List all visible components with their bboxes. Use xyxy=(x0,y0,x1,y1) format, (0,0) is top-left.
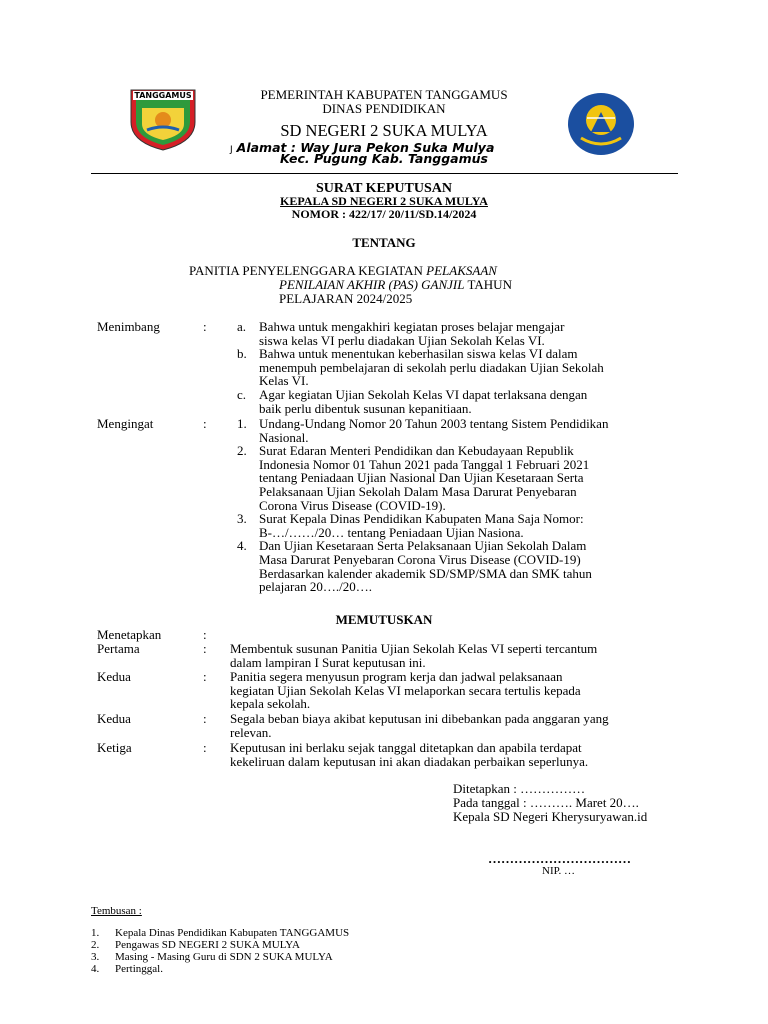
list-item-line: Masa Darurat Penyebaran Corona Virus Disease (COVID-19) xyxy=(259,551,581,567)
mengingat-list xyxy=(237,417,608,594)
kepala-line: Kepala SD Negeri Kherysuryawan.id xyxy=(453,809,648,824)
list-item-line: Nasional. xyxy=(259,429,309,445)
list-item xyxy=(237,417,608,444)
tentang-heading: TENTANG xyxy=(352,235,416,250)
list-item-line: siswa kelas VI perlu diadakan Ujian Sekolah Kelas VI. xyxy=(259,332,545,348)
mengingat-colon: : xyxy=(203,416,207,431)
decision-label: Ketiga xyxy=(97,740,132,755)
list-item-line: Surat Kepala Dinas Pendidikan Kabupaten Mana Saja Nomor: xyxy=(259,511,584,527)
address-prefix: J xyxy=(230,145,233,155)
pada-tanggal-line: Pada tanggal : ………. Maret 20…. xyxy=(453,795,639,810)
subject-text: TAHUN xyxy=(464,277,512,292)
tembusan-number: 1. xyxy=(91,927,100,939)
list-marker: 2. xyxy=(237,443,247,459)
tut-wuri-logo xyxy=(567,92,635,156)
subject-line-3: PELAJARAN 2024/2025 xyxy=(279,291,413,306)
list-item-line: Indonesia Nomor 01 Tahun 2021 pada Tanggal 1 Februari 2021 xyxy=(259,456,590,472)
menimbang-colon: : xyxy=(203,319,207,334)
list-item-line: baik perlu dibentuk susunan kepanitiaan. xyxy=(259,400,472,416)
list-item-line: B-…/……/20… tentang Peniadaan Ujian Nasiona. xyxy=(259,524,524,540)
doc-title: SURAT KEPUTUSAN xyxy=(315,181,452,196)
tembusan-text: Pertinggal. xyxy=(115,963,163,975)
list-marker: 4. xyxy=(237,538,247,554)
address-line-1: Alamat : Way Jura Pekon Suka Mulya xyxy=(236,140,495,155)
school-name: SD NEGERI 2 SUKA MULYA xyxy=(280,121,488,140)
gov-line: PEMERINTAH KABUPATEN TANGGAMUS xyxy=(260,87,508,102)
tembusan-item xyxy=(91,963,349,975)
menimbang-list xyxy=(237,320,604,415)
subject-line-2 xyxy=(279,278,512,292)
menetapkan-label: Menetapkan xyxy=(97,627,162,642)
mengingat-label: Mengingat xyxy=(97,416,154,431)
list-item xyxy=(237,388,604,415)
list-item-line: pelajaran 20…./20…. xyxy=(259,579,372,595)
list-item xyxy=(237,320,604,347)
tembusan-text: Kepala Dinas Pendidikan Kabupaten TANGGAMUS xyxy=(115,927,350,939)
list-item-line: Undang-Undang Nomor 20 Tahun 2003 tentang Sistem Pendidikan xyxy=(259,416,609,431)
tanggamus-logo xyxy=(127,86,199,152)
list-item-line: Kelas VI. xyxy=(259,373,309,389)
list-item xyxy=(237,347,604,388)
decision-label: Kedua xyxy=(97,669,131,684)
dept-line: DINAS PENDIDIKAN xyxy=(322,101,446,116)
decision-label: Kedua xyxy=(97,711,131,726)
decision-colon: : xyxy=(203,641,207,656)
decision-text-line: Keputusan ini berlaku sejak tanggal ditetapkan dan apabila terdapat xyxy=(230,740,582,755)
address-line-2: Kec. Pugung Kab. Tanggamus xyxy=(280,151,488,166)
tembusan-item xyxy=(91,939,349,951)
subject-line-1 xyxy=(189,264,497,278)
signature-name-line: …………………………… xyxy=(488,851,631,866)
decision-text-line: kegiatan Ujian Sekolah Kelas VI melaporkan secara tertulis kepada xyxy=(230,682,581,698)
list-item xyxy=(237,539,608,593)
decision-text-line: Membentuk susunan Panitia Ujian Sekolah Kelas VI seperti tercantum xyxy=(230,641,598,656)
decision-colon: : xyxy=(203,711,207,726)
list-item-line: Berdasarkan kalender akademik SD/SMP/SMA dan SMK tahun xyxy=(259,565,592,581)
decision-text xyxy=(230,712,609,739)
list-item-line: Surat Edaran Menteri Pendidikan dan Kebudayaan Republik xyxy=(259,443,574,459)
logo-text: TANGGAMUS xyxy=(134,91,192,100)
memutuskan-heading: MEMUTUSKAN xyxy=(335,612,433,627)
decision-text-line: kepala sekolah. xyxy=(230,696,311,712)
tembusan-item xyxy=(91,951,349,963)
list-item-line: Bahwa untuk mengakhiri kegiatan proses belajar mengajar xyxy=(259,319,565,334)
decision-text xyxy=(230,741,588,768)
subject-italic-text: PELAKSAAN xyxy=(426,263,497,278)
decision-colon: : xyxy=(203,740,207,755)
decision-text-line: kekeliruan dalam keputusan ini akan diadakan perbaikan seperlunya. xyxy=(230,753,589,769)
list-marker: 3. xyxy=(237,511,247,527)
tut-wuri-handayani-icon xyxy=(567,92,635,156)
tembusan-number: 3. xyxy=(91,951,100,963)
doc-number: NOMOR : 422/17/ 20/11/SD.14/2024 xyxy=(291,207,477,221)
decision-text-line: Panitia segera menyusun program kerja dan jadwal pelaksanaan xyxy=(230,669,563,684)
subject-text: PANITIA PENYELENGGARA KEGIATAN xyxy=(189,263,427,278)
list-marker: 1. xyxy=(237,416,247,431)
tembusan-text: Pengawas SD NEGERI 2 SUKA MULYA xyxy=(115,939,300,951)
ditetapkan-line: Ditetapkan : …………… xyxy=(453,781,586,796)
list-item xyxy=(237,512,608,539)
list-marker: a. xyxy=(237,319,247,334)
menetapkan-colon: : xyxy=(203,627,207,642)
list-item-line: Agar kegiatan Ujian Sekolah Kelas VI dapat terlaksana dengan xyxy=(259,386,588,402)
list-item-line: Pelaksanaan Ujian Sekolah Dalam Masa Darurat Penyebaran xyxy=(259,483,577,499)
decision-text-line: dalam lampiran I Surat keputusan ini. xyxy=(230,654,426,670)
decision-text-line: Segala beban biaya akibat keputusan ini dibebankan pada anggaran yang xyxy=(230,711,609,726)
list-item-line: tentang Peniadaan Ujian Nasional Dan Ujian Kesetaraan Serta xyxy=(259,470,584,486)
decision-label: Pertama xyxy=(97,641,140,656)
list-item-line: Dan Ujian Kesetaraan Serta Pelaksanaan Ujian Sekolah Dalam xyxy=(259,538,587,554)
tembusan-number: 2. xyxy=(91,939,100,951)
subject-italic-text: PENILAIAN AKHIR (PAS) GANJIL xyxy=(279,277,465,292)
menimbang-label: Menimbang xyxy=(97,319,160,334)
tembusan-heading: Tembusan : xyxy=(91,905,142,917)
list-marker: c. xyxy=(237,386,247,402)
tembusan-list xyxy=(91,927,349,975)
tembusan-text: Masing - Masing Guru di SDN 2 SUKA MULYA xyxy=(115,951,333,963)
list-item xyxy=(237,444,608,512)
header-divider xyxy=(91,173,678,174)
decision-text xyxy=(230,670,581,711)
tembusan-item xyxy=(91,927,349,939)
list-item-line: Corona Virus Disease (COVID-19). xyxy=(259,497,446,513)
list-item-line: menempuh pembelajaran di sekolah perlu diadakan Ujian Sekolah xyxy=(259,359,604,375)
decision-colon: : xyxy=(203,669,207,684)
tembusan-number: 4. xyxy=(91,963,100,975)
decision-text xyxy=(230,642,597,669)
decision-text-line: relevan. xyxy=(230,724,272,740)
list-marker: b. xyxy=(237,346,247,362)
doc-subtitle: KEPALA SD NEGERI 2 SUKA MULYA xyxy=(280,194,488,208)
list-item-line: Bahwa untuk menentukan keberhasilan siswa kelas VI dalam xyxy=(259,346,578,362)
nip-line: NIP. … xyxy=(542,865,576,877)
